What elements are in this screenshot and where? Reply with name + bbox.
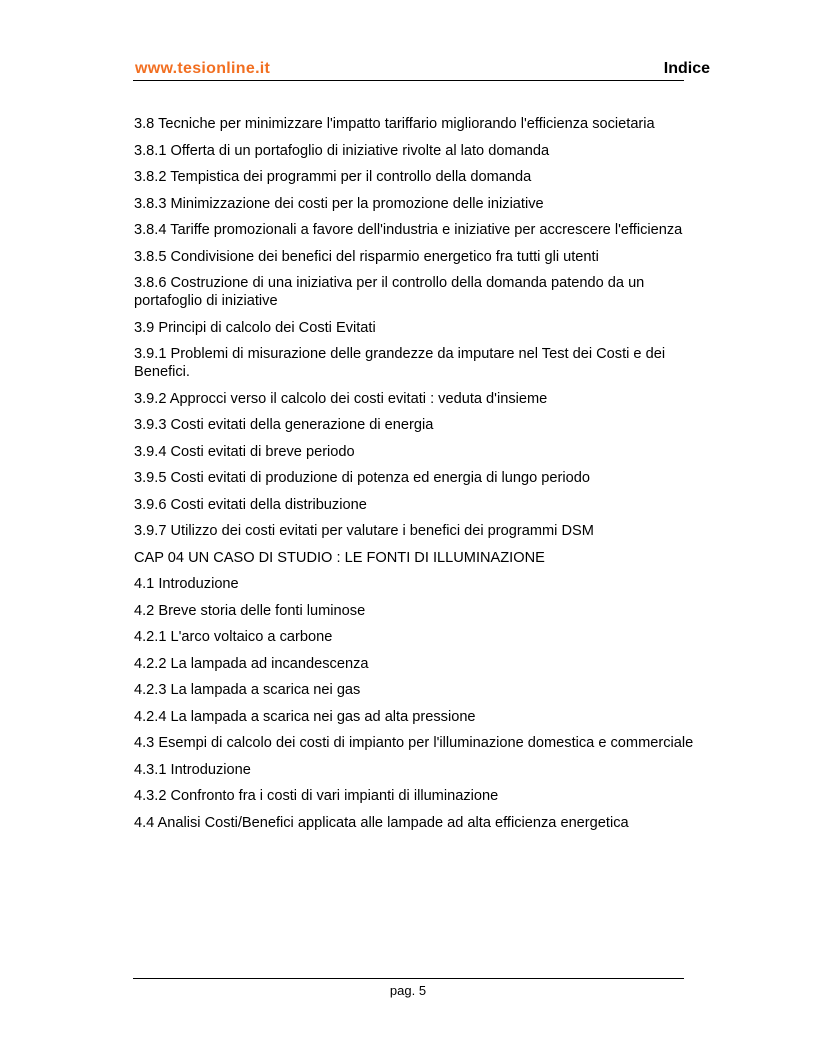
page-number: pag. 5 bbox=[389, 983, 427, 998]
toc-entry-3-8-2: 3.8.2 Tempistica dei programmi per il controllo della domanda bbox=[134, 169, 532, 185]
toc-entry-3-8-3: 3.8.3 Minimizzazione dei costi per la promozione delle iniziative bbox=[134, 195, 544, 212]
footer-divider bbox=[133, 978, 684, 979]
toc-entry-4-2-3: 4.2.3 La lampada a scarica nei gas bbox=[134, 682, 361, 698]
toc-entry-3-8-4: 3.8.4 Tariffe promozionali a favore dell'industria e iniziative per accrescere l'efficienza bbox=[134, 222, 683, 238]
toc-entry-cap-04: CAP 04 UN CASO DI STUDIO : LE FONTI DI ILLUMINAZIONE bbox=[134, 549, 545, 566]
section-title: Indice bbox=[663, 60, 710, 77]
toc-entry-3-8-1: 3.8.1 Offerta di un portafoglio di iniziative rivolte al lato domanda bbox=[134, 142, 550, 159]
toc-entry-4-1: 4.1 Introduzione bbox=[134, 576, 239, 592]
toc-entry-3-9-5: 3.9.5 Costi evitati di produzione di potenza ed energia di lungo periodo bbox=[134, 470, 590, 486]
toc-entry-3-9-6: 3.9.6 Costi evitati della distribuzione bbox=[134, 496, 367, 513]
header-divider bbox=[133, 80, 684, 81]
toc-entry-3-9: 3.9 Principi di calcolo dei Costi Evitati bbox=[134, 319, 376, 336]
toc-entry-3-9-4: 3.9.4 Costi evitati di breve periodo bbox=[134, 443, 355, 460]
toc-entry-4-2-4: 4.2.4 La lampada a scarica nei gas ad alta pressione bbox=[134, 708, 476, 725]
toc-entry-3-9-3: 3.9.3 Costi evitati della generazione di energia bbox=[134, 417, 434, 433]
toc-entry-3-9-1: 3.9.1 Problemi di misurazione delle grandezze da imputare nel Test dei Costi e dei Benefici. bbox=[134, 346, 666, 380]
toc-entry-3-9-2: 3.9.2 Approcci verso il calcolo dei costi evitati : veduta d'insieme bbox=[134, 390, 548, 407]
toc-entry-3-8: 3.8 Tecniche per minimizzare l'impatto tariffario migliorando l'efficienza societaria bbox=[134, 116, 655, 132]
toc-entry-3-8-5: 3.8.5 Condivisione dei benefici del risparmio energetico fra tutti gli utenti bbox=[134, 248, 599, 265]
toc-entry-4-2: 4.2 Breve storia delle fonti luminose bbox=[134, 602, 366, 619]
toc-entry-4-3-2: 4.3.2 Confronto fra i costi di vari impianti di illuminazione bbox=[134, 788, 499, 804]
site-name: www.tesionline.it bbox=[135, 60, 271, 77]
toc-entry-4-4: 4.4 Analisi Costi/Benefici applicata alle lampade ad alta efficienza energetica bbox=[134, 814, 629, 831]
toc-entry-3-9-7: 3.9.7 Utilizzo dei costi evitati per valutare i benefici dei programmi DSM bbox=[134, 523, 594, 539]
table-of-contents bbox=[134, 115, 694, 840]
toc-entry-4-3: 4.3 Esempi di calcolo dei costi di impianto per l'illuminazione domestica e commerciale bbox=[134, 735, 694, 751]
toc-entry-4-2-2: 4.2.2 La lampada ad incandescenza bbox=[134, 655, 369, 672]
toc-entry-4-3-1: 4.3.1 Introduzione bbox=[134, 761, 251, 778]
toc-entry-3-8-6: 3.8.6 Costruzione di una iniziativa per il controllo della domanda patendo da un portafoglio di iniziative bbox=[134, 275, 645, 309]
toc-entry-4-2-1: 4.2.1 L'arco voltaico a carbone bbox=[134, 629, 333, 645]
